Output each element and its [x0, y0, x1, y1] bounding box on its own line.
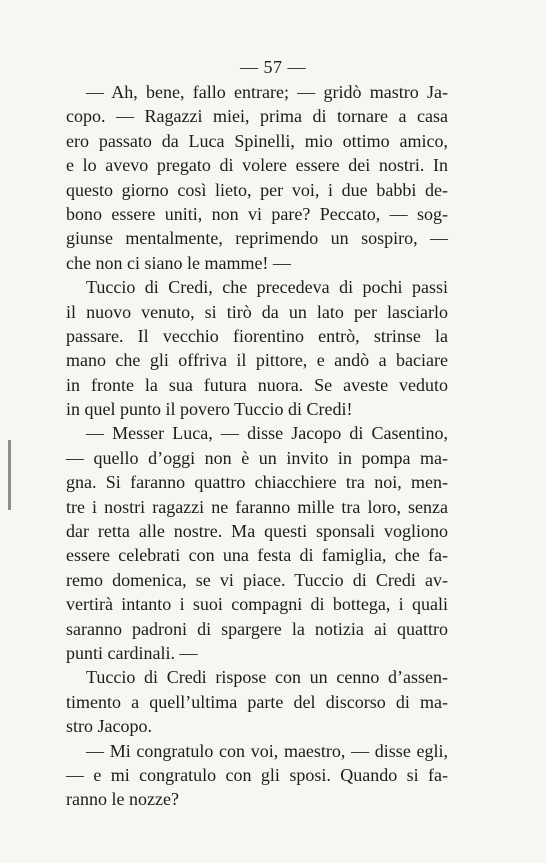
- text-line: e lo avevo pregato di volere essere dei nostri. In: [66, 155, 448, 176]
- text-line: — Ah, bene, fallo entrare; — gridò mastro Ja-: [86, 82, 448, 102]
- text-line: stro Jacopo.: [66, 716, 152, 737]
- text-line: essere celebrati con una festa di famiglia, che fa-: [66, 545, 448, 566]
- body-text: [66, 80, 448, 812]
- text-line: vertirà intanto i suoi compagni di bottega, i quali: [66, 594, 448, 615]
- text-line: Tuccio di Credi rispose con un cenno d’assen-: [86, 667, 448, 688]
- text-line: passare. Il vecchio fiorentino entrò, strinse la: [66, 325, 448, 346]
- text-line: Tuccio di Credi, che precedeva di pochi passi: [86, 277, 448, 298]
- text-line: timento a quell’ultima parte del discorso di ma-: [66, 691, 448, 712]
- text-line: gna. Si faranno quattro chiacchiere tra noi, men-: [66, 472, 448, 493]
- text-line: — Messer Luca, — disse Jacopo di Casentino,: [86, 423, 448, 444]
- text-line: ranno le nozze?: [66, 789, 179, 810]
- text-line: in fronte la sua futura nuora. Se aveste veduto: [66, 374, 448, 395]
- text-line: questo giorno così lieto, per voi, i due babbi de-: [66, 179, 448, 200]
- text-line: — e mi congratulo con gli sposi. Quando si fa-: [66, 764, 448, 785]
- text-line: copo. — Ragazzi miei, prima di tornare a casa: [66, 106, 448, 127]
- text-line: — Mi congratulo con voi, maestro, — disse egli,: [86, 740, 448, 761]
- page-edge-mark: [8, 440, 11, 510]
- text-line: che non ci siano le mamme! —: [66, 252, 291, 273]
- text-line: punti cardinali. —: [66, 642, 198, 663]
- text-line: giunse mentalmente, reprimendo un sospiro, —: [66, 228, 448, 249]
- text-line: saranno padroni di spargere la notizia ai quattro: [66, 618, 448, 639]
- text-line: mano che gli offriva il pittore, e andò a baciare: [66, 350, 448, 371]
- page-number: — 57 —: [240, 57, 306, 77]
- text-line: remo domenica, se vi piace. Tuccio di Credi av-: [66, 569, 448, 590]
- text-line: ero passato da Luca Spinelli, mio ottimo amico,: [66, 130, 448, 151]
- text-line: bono essere uniti, non vi pare? Peccato, — sog-: [66, 203, 448, 224]
- text-line: dar retta alle nostre. Ma questi sponsali vogliono: [66, 521, 448, 542]
- text-line: tre i nostri ragazzi ne faranno mille tra loro, senza: [66, 496, 448, 517]
- text-line: in quel punto il povero Tuccio di Credi!: [66, 399, 353, 420]
- text-line: — quello d’oggi non è un invito in pompa ma-: [66, 447, 448, 468]
- text-line: il nuovo venuto, si tirò da un lato per lasciarlo: [66, 301, 448, 322]
